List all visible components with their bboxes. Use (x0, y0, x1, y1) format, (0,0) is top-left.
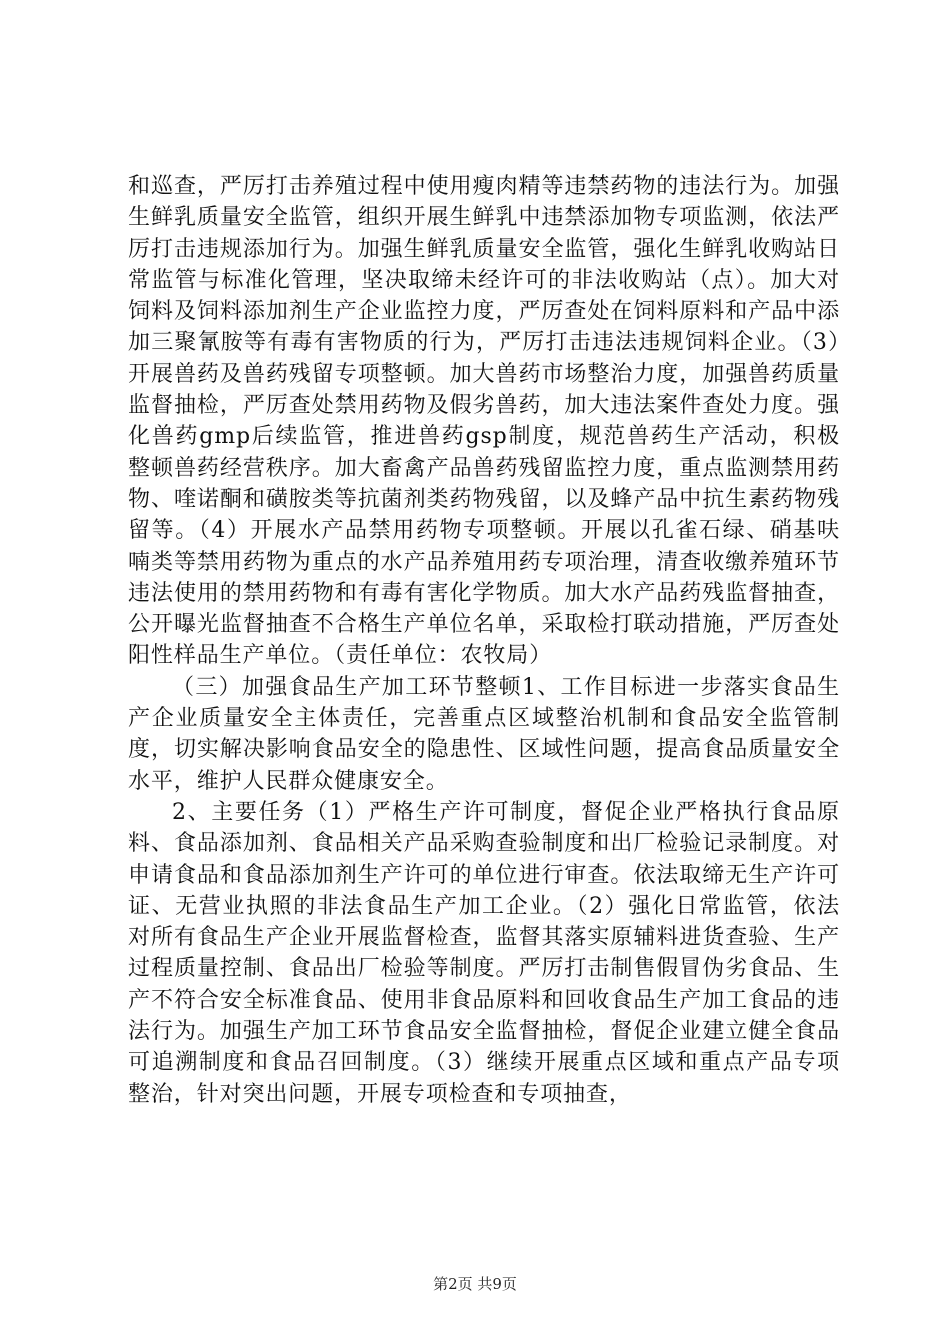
body-paragraph-3: 2、主要任务（1）严格生产许可制度，督促企业严格执行食品原料、食品添加剂、食品相关产品采购查验制度和出厂检验记录制度。对申请食品和食品添加剂生产许可的单位进行审查。依法取缔无生产许可证、无营业执照的非法食品生产加工企业。（2）强化日常监管，依法对所有食品生产企业开展监督检查，监督其落实原辅料进货查验、生产过程质量控制、食品出厂检验等制度。严厉打击制售假冒伪劣食品、生产不符合安全标准食品、使用非食品原料和回收食品生产加工食品的违法行为。加强生产加工环节食品安全监督抽检，督促企业建立健全食品可追溯制度和食品召回制度。（3）继续开展重点区域和重点产品专项整治，针对突出问题，开展专项检查和专项抽查， (128, 799, 840, 1107)
document-body (128, 171, 840, 1110)
body-paragraph-2: （三）加强食品生产加工环节整顿1、工作目标进一步落实食品生产企业质量安全主体责任，完善重点区域整治机制和食品安全监管制度，切实解决影响食品安全的隐患性、区域性问题，提高食品质量安全水平，维护人民群众健康安全。 (128, 674, 840, 794)
page-number-footer: 第2页 共9页 (433, 1275, 517, 1293)
body-paragraph-1: 和巡查，严厉打击养殖过程中使用瘦肉精等违禁药物的违法行为。加强生鲜乳质量安全监管，组织开展生鲜乳中违禁添加物专项监测，依法严厉打击违规添加行为。加强生鲜乳质量安全监管，强化生鲜乳收购站日常监管与标准化管理，坚决取缔未经许可的非法收购站（点）。加大对饲料及饲料添加剂生产企业监控力度，严厉查处在饲料原料和产品中添加三聚氰胺等有毒有害物质的行为，严厉打击违法违规饲料企业。（3）开展兽药及兽药残留专项整顿。加大兽药市场整治力度，加强兽药质量监督抽检，严厉查处禁用药物及假劣兽药，加大违法案件查处力度。强化兽药gmp后续监管，推进兽药gsp制度，规范兽药生产活动，积极整顿兽药经营秩序。加大畜禽产品兽药残留监控力度，重点监测禁用药物、喹诺酮和磺胺类等抗菌剂类药物残留，以及蜂产品中抗生素药物残留等。（4）开展水产品禁用药物专项整顿。开展以孔雀石绿、硝基呋喃类等禁用药物为重点的水产品养殖用药专项治理，清查收缴养殖环节违法使用的禁用药物和有毒有害化学物质。加大水产品药残监督抽查，公开曝光监督抽查不合格生产单位名单，采取检打联动措施，严厉查处阳性样品生产单位。（责任单位：农牧局） (128, 174, 840, 669)
